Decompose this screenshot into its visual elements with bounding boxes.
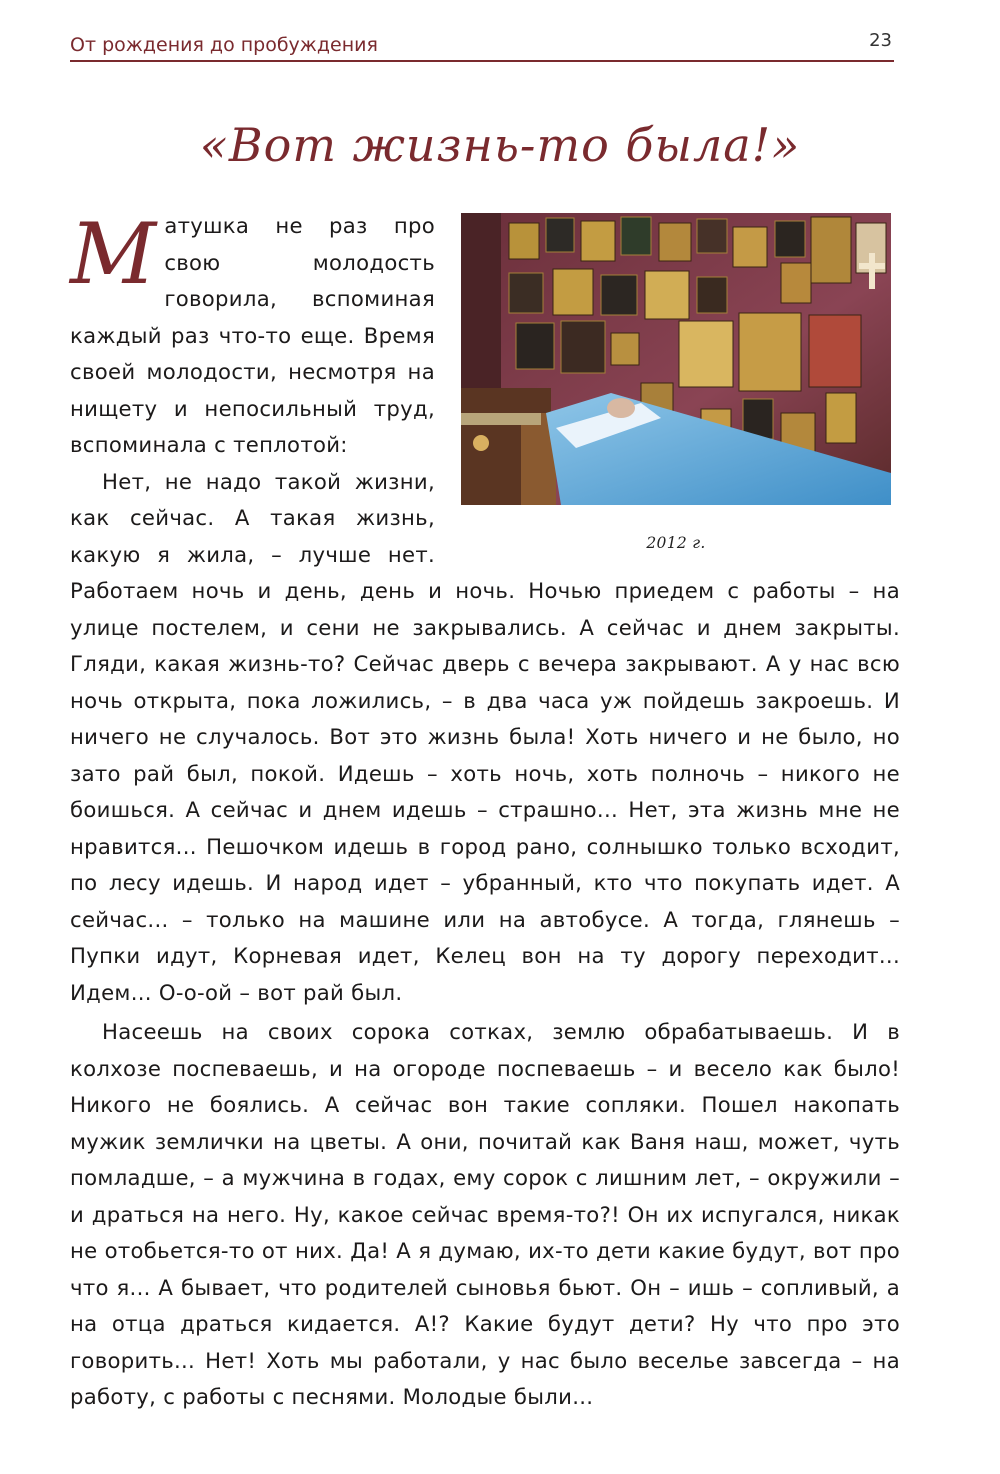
page-number: 23 — [869, 30, 892, 51]
paragraph-2: Нет, не надо такой жизни, как сейчас. А такая жизнь, какую я жила, – лучше нет. Работаем ночь и день, день и ночь. Ночью приедем с работы – на улице постелем, и сени не закрывались. А сейчас и днем закрыты. Гляди, какая жизнь-то? Сейчас дверь с вечера закрывают. А у нас всю ночь открыта, пока ложились, – в два часа уж пойдешь закроешь. И ничего не случалось. Вот это жизнь была! Хоть ничего и не было, но зато рай был, покой. Идешь – хоть ночь, хоть полночь – никого не боишься. А сейчас и днем идешь – страшно... Нет, эта жизнь мне не нравится... Пешочком идешь в город рано, солнышко только всходит, по лесу идешь. И народ идет – убранный, кто что покупать идет. А сейчас... – только на машине или на автобусе. А тогда, глянешь – Пупки идут, Корневая идет, Келец вон на ту дорогу переходит... Идем... О-о-ой – вот рай был. — [70, 468, 900, 1005]
running-title: От рождения до пробуждения — [70, 34, 378, 56]
figure-caption: 2012 г. — [646, 534, 706, 552]
body-text — [70, 205, 900, 1416]
figure — [461, 213, 906, 563]
running-header — [70, 28, 894, 62]
dropcap: М — [70, 205, 157, 303]
chapter-title: «Вот жизнь-то была!» — [199, 118, 801, 172]
paragraph-1-text: атушка не раз про свою молодость говорила, вспоминая каждый раз что-то еще. Время своей молодости, несмотря на нищету и непосильный труд, вспоминала с теплотой: — [70, 213, 435, 457]
photo-icon-room — [461, 213, 891, 505]
paragraph-3: Насеешь на своих сорока сотках, землю обрабатываешь. И в колхозе поспеваешь, и на огороде поспеваешь – и весело как было! Никого не боялись. А сейчас вон такие сопляки. Пошел накопать мужик землички на цветы. А они, почитай как Ваня наш, может, чуть помладше, – а мужчина в годах, ему сорок с лишним лет, – окружили – и драться на него. Ну, какое сейчас время-то?! Он их испугался, никак не отобьется-то от них. Да! А я думаю, их-то дети какие будут, вот про что я... А бывает, что родителей сыновья бьют. Он – ишь – сопливый, а на отца драться кидается. А!? Какие будут дети? Ну что про это говорить... Нет! Хоть мы работали, у нас было веселье завсегда – на работу, с работы с песнями. Молодые были... — [70, 1019, 900, 1409]
